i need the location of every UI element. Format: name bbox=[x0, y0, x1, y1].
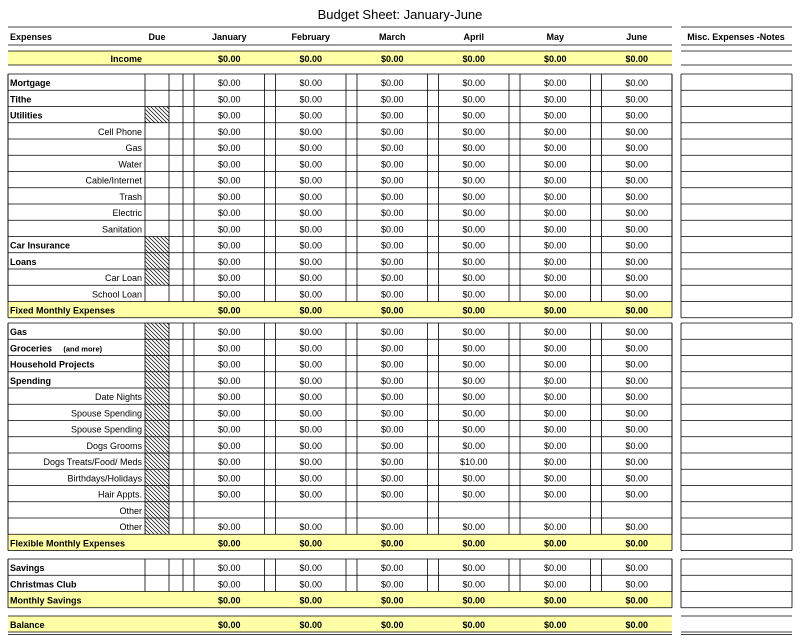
row-value: $0.00 bbox=[625, 392, 649, 402]
total-label: Monthly Savings bbox=[10, 595, 82, 606]
row-value: $0.00 bbox=[217, 110, 241, 121]
page-title: Budget Sheet: January-June bbox=[317, 7, 483, 22]
row-value: $0.00 bbox=[543, 392, 567, 402]
income-value: $0.00 bbox=[625, 54, 649, 64]
row-value: $0.00 bbox=[625, 424, 649, 435]
row-value: $0.00 bbox=[462, 78, 486, 88]
hatch-cell bbox=[145, 404, 169, 420]
row-value: $0.00 bbox=[299, 240, 323, 251]
row-value: $0.00 bbox=[625, 327, 649, 337]
income-value: $0.00 bbox=[380, 54, 404, 64]
row-value: $0.00 bbox=[625, 408, 649, 419]
income-highlight bbox=[8, 51, 672, 65]
row-value: $0.00 bbox=[625, 110, 649, 121]
row-value: $0.00 bbox=[543, 191, 567, 202]
row-value: $0.00 bbox=[543, 208, 567, 218]
row-value: $0.00 bbox=[299, 392, 323, 402]
hatch-cell bbox=[145, 253, 169, 269]
row-value: $0.00 bbox=[543, 579, 567, 590]
row-value: $0.00 bbox=[380, 563, 404, 573]
row-label: Gas bbox=[10, 327, 28, 337]
header-due: Due bbox=[148, 32, 166, 42]
hatch-cell bbox=[145, 388, 169, 404]
row-value: $0.00 bbox=[625, 208, 649, 218]
row-label: Gas bbox=[125, 143, 142, 153]
balance-highlight bbox=[8, 616, 672, 632]
row-value: $0.00 bbox=[462, 327, 486, 337]
row-value: $0.00 bbox=[625, 289, 649, 300]
row-value: $0.00 bbox=[462, 522, 486, 532]
row-value: $10.00 bbox=[459, 457, 488, 467]
row-value: $0.00 bbox=[217, 489, 241, 500]
row-value: $0.00 bbox=[625, 489, 649, 500]
row-label: Dogs Treats/Food/ Meds bbox=[43, 457, 142, 467]
row-value: $0.00 bbox=[462, 489, 486, 500]
row-label: Birthdays/Holidays bbox=[67, 473, 142, 484]
row-label: Cable/Internet bbox=[85, 175, 142, 186]
row-value: $0.00 bbox=[462, 94, 486, 105]
row-value: $0.00 bbox=[543, 224, 567, 235]
row-value: $0.00 bbox=[543, 440, 567, 451]
row-value: $0.00 bbox=[462, 440, 486, 451]
row-value: $0.00 bbox=[217, 392, 241, 402]
row-value: $0.00 bbox=[299, 126, 323, 137]
row-label: Electric bbox=[112, 208, 142, 218]
row-value: $0.00 bbox=[217, 375, 241, 386]
row-value: $0.00 bbox=[625, 563, 649, 573]
row-value: $0.00 bbox=[625, 343, 649, 354]
row-value: $0.00 bbox=[462, 563, 486, 573]
row-value: $0.00 bbox=[625, 273, 649, 283]
row-value: $0.00 bbox=[380, 78, 404, 88]
row-value: $0.00 bbox=[299, 159, 323, 170]
row-value: $0.00 bbox=[299, 191, 323, 202]
total-value: $0.00 bbox=[625, 595, 649, 606]
row-value: $0.00 bbox=[380, 110, 404, 121]
row-value: $0.00 bbox=[380, 392, 404, 402]
row-value: $0.00 bbox=[543, 256, 567, 267]
row-value: $0.00 bbox=[217, 240, 241, 251]
hatch-cell bbox=[145, 372, 169, 388]
total-value: $0.00 bbox=[625, 305, 649, 316]
income-value: $0.00 bbox=[217, 54, 241, 64]
row-value: $0.00 bbox=[380, 208, 404, 218]
total-value: $0.00 bbox=[217, 595, 241, 606]
row-value: $0.00 bbox=[380, 359, 404, 370]
row-value: $0.00 bbox=[299, 424, 323, 435]
row-value: $0.00 bbox=[217, 424, 241, 435]
row-label: School Loan bbox=[91, 289, 142, 300]
row-label: Dogs Grooms bbox=[86, 440, 142, 451]
row-value: $0.00 bbox=[380, 522, 404, 532]
row-value: $0.00 bbox=[217, 126, 241, 137]
row-value: $0.00 bbox=[299, 408, 323, 419]
row-value: $0.00 bbox=[543, 159, 567, 170]
row-label: Other bbox=[119, 505, 142, 516]
hatch-cell bbox=[145, 237, 169, 253]
row-value: $0.00 bbox=[625, 579, 649, 590]
balance-value: $0.00 bbox=[299, 620, 323, 630]
row-value: $0.00 bbox=[299, 473, 323, 484]
row-value: $0.00 bbox=[217, 408, 241, 419]
row-value: $0.00 bbox=[462, 256, 486, 267]
total-value: $0.00 bbox=[543, 305, 567, 316]
row-value: $0.00 bbox=[217, 579, 241, 590]
row-label-suffix: (and more) bbox=[63, 344, 103, 354]
row-label: Groceries bbox=[10, 343, 53, 354]
row-value: $0.00 bbox=[299, 440, 323, 451]
row-value: $0.00 bbox=[543, 343, 567, 354]
balance-value: $0.00 bbox=[217, 620, 241, 630]
row-value: $0.00 bbox=[625, 473, 649, 484]
row-value: $0.00 bbox=[217, 224, 241, 235]
row-label: Household Projects bbox=[10, 359, 95, 370]
row-value: $0.00 bbox=[299, 143, 323, 153]
total-value: $0.00 bbox=[299, 305, 323, 316]
row-value: $0.00 bbox=[462, 126, 486, 137]
row-value: $0.00 bbox=[299, 563, 323, 573]
total-value: $0.00 bbox=[625, 538, 649, 549]
row-value: $0.00 bbox=[462, 224, 486, 235]
row-value: $0.00 bbox=[625, 375, 649, 386]
income-label: Income bbox=[110, 54, 142, 64]
row-value: $0.00 bbox=[462, 143, 486, 153]
row-value: $0.00 bbox=[625, 159, 649, 170]
row-value: $0.00 bbox=[462, 289, 486, 300]
row-value: $0.00 bbox=[380, 240, 404, 251]
header-expenses: Expenses bbox=[10, 32, 53, 42]
row-value: $0.00 bbox=[625, 457, 649, 467]
row-value: $0.00 bbox=[299, 522, 323, 532]
balance-value: $0.00 bbox=[462, 620, 486, 630]
hatch-cell bbox=[145, 356, 169, 372]
header-month-january: January bbox=[211, 32, 247, 42]
row-value: $0.00 bbox=[217, 208, 241, 218]
row-value: $0.00 bbox=[380, 375, 404, 386]
row-value: $0.00 bbox=[625, 126, 649, 137]
total-value: $0.00 bbox=[462, 595, 486, 606]
row-value: $0.00 bbox=[543, 489, 567, 500]
row-value: $0.00 bbox=[380, 424, 404, 435]
row-value: $0.00 bbox=[217, 78, 241, 88]
row-value: $0.00 bbox=[217, 191, 241, 202]
row-value: $0.00 bbox=[299, 289, 323, 300]
row-value: $0.00 bbox=[299, 78, 323, 88]
header-month-february: February bbox=[291, 32, 331, 42]
row-value: $0.00 bbox=[299, 343, 323, 354]
row-value: $0.00 bbox=[299, 110, 323, 121]
row-value: $0.00 bbox=[380, 343, 404, 354]
row-label: Hair Appts. bbox=[97, 489, 142, 500]
row-label: Utilities bbox=[10, 110, 43, 121]
row-value: $0.00 bbox=[625, 256, 649, 267]
row-value: $0.00 bbox=[543, 563, 567, 573]
row-value: $0.00 bbox=[217, 289, 241, 300]
total-value: $0.00 bbox=[462, 305, 486, 316]
row-value: $0.00 bbox=[299, 359, 323, 370]
total-value: $0.00 bbox=[543, 538, 567, 549]
row-value: $0.00 bbox=[543, 327, 567, 337]
row-value: $0.00 bbox=[625, 440, 649, 451]
row-value: $0.00 bbox=[217, 175, 241, 186]
row-value: $0.00 bbox=[462, 359, 486, 370]
row-value: $0.00 bbox=[299, 327, 323, 337]
row-value: $0.00 bbox=[462, 208, 486, 218]
total-value: $0.00 bbox=[299, 538, 323, 549]
row-value: $0.00 bbox=[625, 224, 649, 235]
row-label: Christmas Club bbox=[10, 579, 77, 590]
row-label: Spouse Spending bbox=[70, 424, 142, 435]
row-value: $0.00 bbox=[462, 273, 486, 283]
hatch-cell bbox=[145, 107, 169, 123]
row-value: $0.00 bbox=[380, 94, 404, 105]
row-value: $0.00 bbox=[462, 191, 486, 202]
row-label: Cell Phone bbox=[97, 126, 142, 137]
row-value: $0.00 bbox=[217, 94, 241, 105]
row-value: $0.00 bbox=[543, 78, 567, 88]
row-value: $0.00 bbox=[217, 159, 241, 170]
row-label: Other bbox=[119, 522, 142, 532]
row-value: $0.00 bbox=[380, 289, 404, 300]
row-value: $0.00 bbox=[380, 126, 404, 137]
row-value: $0.00 bbox=[380, 489, 404, 500]
header-month-may: May bbox=[546, 32, 565, 42]
row-value: $0.00 bbox=[462, 579, 486, 590]
row-value: $0.00 bbox=[299, 489, 323, 500]
row-value: $0.00 bbox=[625, 143, 649, 153]
total-value: $0.00 bbox=[380, 595, 404, 606]
row-label: Car Loan bbox=[104, 273, 142, 283]
row-label: Spouse Spending bbox=[70, 408, 142, 419]
row-value: $0.00 bbox=[299, 94, 323, 105]
row-value: $0.00 bbox=[543, 457, 567, 467]
total-value: $0.00 bbox=[217, 305, 241, 316]
row-value: $0.00 bbox=[462, 392, 486, 402]
income-value: $0.00 bbox=[299, 54, 323, 64]
row-value: $0.00 bbox=[625, 191, 649, 202]
row-value: $0.00 bbox=[299, 175, 323, 186]
row-value: $0.00 bbox=[217, 473, 241, 484]
row-value: $0.00 bbox=[543, 289, 567, 300]
row-value: $0.00 bbox=[217, 440, 241, 451]
total-value: $0.00 bbox=[217, 538, 241, 549]
row-value: $0.00 bbox=[462, 175, 486, 186]
row-value: $0.00 bbox=[462, 159, 486, 170]
row-value: $0.00 bbox=[543, 408, 567, 419]
total-label: Fixed Monthly Expenses bbox=[10, 305, 116, 316]
row-value: $0.00 bbox=[543, 240, 567, 251]
income-value: $0.00 bbox=[462, 54, 486, 64]
row-value: $0.00 bbox=[462, 240, 486, 251]
header-notes: Misc. Expenses -Notes bbox=[687, 32, 785, 42]
row-value: $0.00 bbox=[217, 522, 241, 532]
row-value: $0.00 bbox=[217, 327, 241, 337]
row-value: $0.00 bbox=[543, 522, 567, 532]
row-value: $0.00 bbox=[462, 110, 486, 121]
row-value: $0.00 bbox=[625, 522, 649, 532]
row-value: $0.00 bbox=[380, 408, 404, 419]
row-value: $0.00 bbox=[543, 94, 567, 105]
row-label: Car Insurance bbox=[10, 240, 71, 251]
row-label: Date Nights bbox=[94, 392, 142, 402]
row-value: $0.00 bbox=[543, 110, 567, 121]
row-label: Tithe bbox=[10, 94, 32, 105]
row-value: $0.00 bbox=[217, 359, 241, 370]
row-value: $0.00 bbox=[380, 159, 404, 170]
total-value: $0.00 bbox=[380, 538, 404, 549]
row-value: $0.00 bbox=[462, 424, 486, 435]
total-value: $0.00 bbox=[543, 595, 567, 606]
row-value: $0.00 bbox=[217, 457, 241, 467]
row-value: $0.00 bbox=[543, 143, 567, 153]
row-value: $0.00 bbox=[380, 273, 404, 283]
row-value: $0.00 bbox=[380, 579, 404, 590]
income-value: $0.00 bbox=[543, 54, 567, 64]
row-value: $0.00 bbox=[462, 343, 486, 354]
balance-value: $0.00 bbox=[625, 620, 649, 630]
header-month-april: April bbox=[463, 32, 485, 42]
hatch-cell bbox=[145, 518, 169, 534]
row-value: $0.00 bbox=[299, 375, 323, 386]
row-value: $0.00 bbox=[543, 273, 567, 283]
header-month-march: March bbox=[378, 32, 406, 42]
row-value: $0.00 bbox=[625, 359, 649, 370]
row-value: $0.00 bbox=[625, 94, 649, 105]
row-value: $0.00 bbox=[543, 375, 567, 386]
row-value: $0.00 bbox=[217, 343, 241, 354]
hatch-cell bbox=[145, 469, 169, 485]
row-value: $0.00 bbox=[543, 424, 567, 435]
row-value: $0.00 bbox=[217, 273, 241, 283]
row-value: $0.00 bbox=[625, 175, 649, 186]
row-value: $0.00 bbox=[543, 175, 567, 186]
row-value: $0.00 bbox=[380, 457, 404, 467]
row-value: $0.00 bbox=[462, 375, 486, 386]
hatch-cell bbox=[145, 437, 169, 453]
hatch-cell bbox=[145, 453, 169, 469]
hatch-cell bbox=[145, 421, 169, 437]
total-highlight bbox=[8, 592, 672, 608]
row-value: $0.00 bbox=[462, 473, 486, 484]
balance-value: $0.00 bbox=[543, 620, 567, 630]
row-value: $0.00 bbox=[625, 78, 649, 88]
row-value: $0.00 bbox=[543, 473, 567, 484]
row-value: $0.00 bbox=[299, 224, 323, 235]
row-label: Water bbox=[118, 159, 142, 170]
row-value: $0.00 bbox=[380, 256, 404, 267]
balance-value: $0.00 bbox=[380, 620, 404, 630]
row-value: $0.00 bbox=[462, 408, 486, 419]
row-label: Mortgage bbox=[10, 78, 51, 88]
total-value: $0.00 bbox=[299, 595, 323, 606]
row-value: $0.00 bbox=[299, 273, 323, 283]
row-value: $0.00 bbox=[625, 240, 649, 251]
row-value: $0.00 bbox=[380, 175, 404, 186]
row-value: $0.00 bbox=[380, 191, 404, 202]
row-value: $0.00 bbox=[299, 256, 323, 267]
row-label: Sanitation bbox=[101, 224, 142, 235]
row-value: $0.00 bbox=[217, 256, 241, 267]
total-value: $0.00 bbox=[462, 538, 486, 549]
hatch-cell bbox=[145, 323, 169, 339]
row-value: $0.00 bbox=[299, 208, 323, 218]
row-value: $0.00 bbox=[543, 359, 567, 370]
row-value: $0.00 bbox=[380, 440, 404, 451]
row-value: $0.00 bbox=[380, 143, 404, 153]
row-value: $0.00 bbox=[543, 126, 567, 137]
hatch-cell bbox=[145, 269, 169, 285]
hatch-cell bbox=[145, 502, 169, 518]
row-value: $0.00 bbox=[380, 473, 404, 484]
row-label: Trash bbox=[119, 191, 142, 202]
row-value: $0.00 bbox=[299, 579, 323, 590]
hatch-cell bbox=[145, 339, 169, 355]
row-value: $0.00 bbox=[380, 224, 404, 235]
hatch-cell bbox=[145, 486, 169, 502]
row-value: $0.00 bbox=[217, 143, 241, 153]
balance-label: Balance bbox=[10, 620, 45, 630]
total-value: $0.00 bbox=[380, 305, 404, 316]
total-label: Flexible Monthly Expenses bbox=[10, 538, 126, 549]
row-value: $0.00 bbox=[217, 563, 241, 573]
header-month-june: June bbox=[626, 32, 648, 42]
row-value: $0.00 bbox=[380, 327, 404, 337]
row-value: $0.00 bbox=[299, 457, 323, 467]
row-label: Savings bbox=[10, 563, 45, 573]
row-label: Loans bbox=[10, 256, 37, 267]
row-label: Spending bbox=[10, 375, 51, 386]
